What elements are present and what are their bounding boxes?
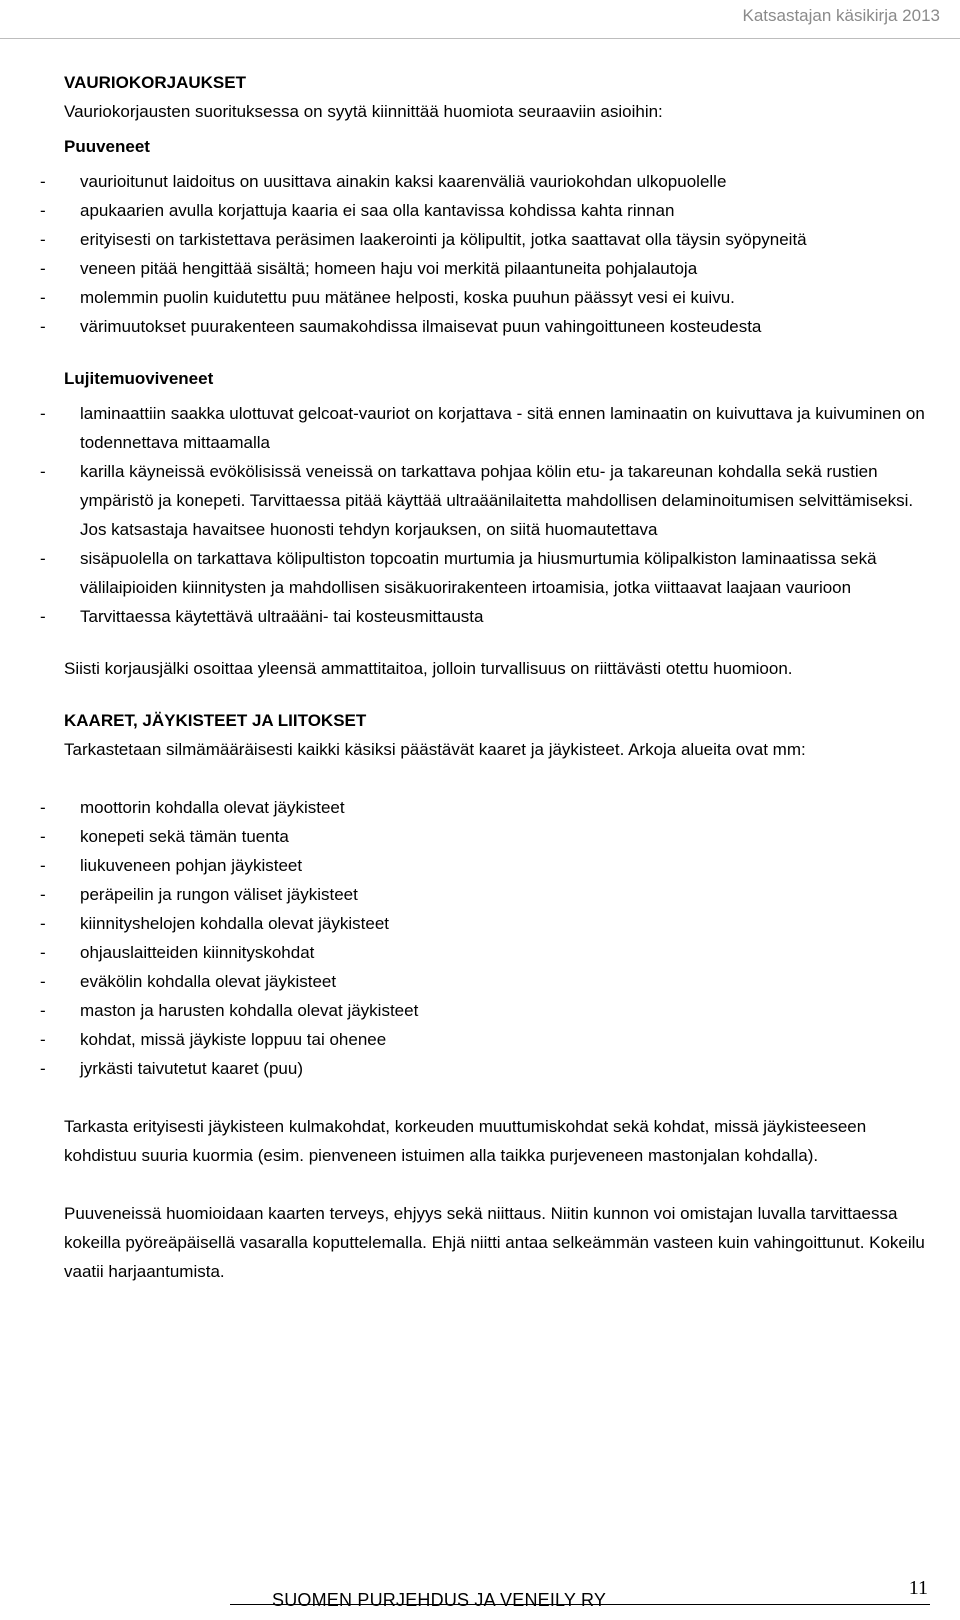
- list-item: - vaurioitunut laidoitus on uusittava ainakin kaksi kaarenväliä vauriokohdan ulkopuolelle: [40, 167, 940, 196]
- repair-conclusion-paragraph: Siisti korjausjälki osoittaa yleensä ammattitaitoa, jolloin turvallisuus on riittävästi otettu huomioon.: [64, 659, 793, 678]
- list-item: - eväkölin kohdalla olevat jäykisteet: [40, 967, 940, 996]
- list-item: - maston ja harusten kohdalla olevat jäykisteet: [40, 996, 940, 1025]
- page-header-title: Katsastajan käsikirja 2013: [742, 6, 940, 25]
- list-item: - karilla käyneissä evökölisissä veneissä on tarkattava pohjaa kölin etu- ja takareunan kohdalla sekä rustien ympäristö ja konepeti. Tarvittaessa pitää käyttää ultraäänilaitetta mahdollisen delaminoitumisen selvittämiseksi. Jos katsastaja havaitsee huonosti tehdyn korjauksen, on siitä huomautettava: [40, 457, 940, 544]
- list-item: - konepeti sekä tämän tuenta: [40, 822, 940, 851]
- list-item: - apukaarien avulla korjattuja kaaria ei saa olla kantavissa kohdissa kahta rinnan: [40, 196, 940, 225]
- page-number: 11: [908, 1577, 928, 1599]
- list-item: - sisäpuolella on tarkattava kölipultiston topcoatin murtumia ja hiusmurtumia kölipalkiston laminaatissa sekä välilaipioiden kiinnitysten ja mahdollisen sisäkuorirakenteen irtoamisia, jotka viittaavat laajaan vaurioon: [40, 544, 940, 602]
- list-item: - ohjauslaitteiden kiinnityskohdat: [40, 938, 940, 967]
- paragraph-corner-points: Tarkasta erityisesti jäykisteen kulmakohdat, korkeuden muuttumiskohdat sekä kohdat, missä jäykisteeseen kohdistuu suuria kuormia (esim. pienveneen istuimen alla taikka purjeveneen mastonjalan kohdalla).: [64, 1117, 867, 1165]
- paragraph-wooden-frames: Puuveneissä huomioidaan kaarten terveys, ehjyys sekä niittaus. Niitin kunnon voi omistajan luvalla tarvittaessa kokeilla pyöreäpäisellä vasaralla koputtelemalla. Ehjä niitti antaa selkeämmän vasteen kuin vahingoittunut. Kokeilu vaatii harjaantumista.: [64, 1204, 925, 1281]
- critical-areas-list: [40, 793, 940, 1083]
- list-item: - jyrkästi taivutetut kaaret (puu): [40, 1054, 940, 1083]
- list-item: - kohdat, missä jäykiste loppuu tai ohenee: [40, 1025, 940, 1054]
- header-divider: [0, 38, 960, 39]
- section-intro: Tarkastetaan silmämääräisesti kaikki käsiksi päästävät kaaret ja jäykisteet. Arkoja alueita ovat mm:: [64, 740, 806, 759]
- list-item: - Tarvittaessa käytettävä ultraääni- tai kosteusmittausta: [40, 602, 940, 631]
- list-item: - moottorin kohdalla olevat jäykisteet: [40, 793, 940, 822]
- document-body: [40, 68, 940, 1286]
- footer-organization: SUOMEN PURJEHDUS JA VENEILY RY: [272, 1590, 607, 1610]
- section-heading-kaaret: KAARET, JÄYKISTEET JA LIITOKSET: [64, 711, 367, 730]
- list-item: - molemmin puolin kuidutettu puu mätänee helposti, koska puuhun päässyt vesi ei kuivu.: [40, 283, 940, 312]
- section-intro: Vauriokorjausten suorituksessa on syytä kiinnittää huomiota seuraaviin asioihin:: [64, 102, 663, 121]
- section-heading-vauriokorjaukset: VAURIOKORJAUKSET: [64, 73, 246, 92]
- list-item: - värimuutokset puurakenteen saumakohdissa ilmaisevat puun vahingoittuneen kosteudesta: [40, 312, 940, 341]
- list-item: - veneen pitää hengittää sisältä; homeen haju voi merkitä pilaantuneita pohjalautoja: [40, 254, 940, 283]
- list-item: - liukuveneen pohjan jäykisteet: [40, 851, 940, 880]
- frp-boat-list: [40, 399, 940, 631]
- subheading-lujitemuoviveneet: Lujitemuoviveneet: [64, 369, 214, 388]
- list-item: - kiinnityshelojen kohdalla olevat jäykisteet: [40, 909, 940, 938]
- wood-boat-list: [40, 167, 940, 341]
- list-item: - laminaattiin saakka ulottuvat gelcoat-vauriot on korjattava - sitä ennen laminaatin on kuivuttava ja kuivuminen on todennettava mittaamalla: [40, 399, 940, 457]
- subheading-puuveneet: Puuveneet: [64, 137, 150, 156]
- list-item: - erityisesti on tarkistettava peräsimen laakerointi ja kölipultit, jotka saattavat olla täysin syöpyneitä: [40, 225, 940, 254]
- list-item: - peräpeilin ja rungon väliset jäykisteet: [40, 880, 940, 909]
